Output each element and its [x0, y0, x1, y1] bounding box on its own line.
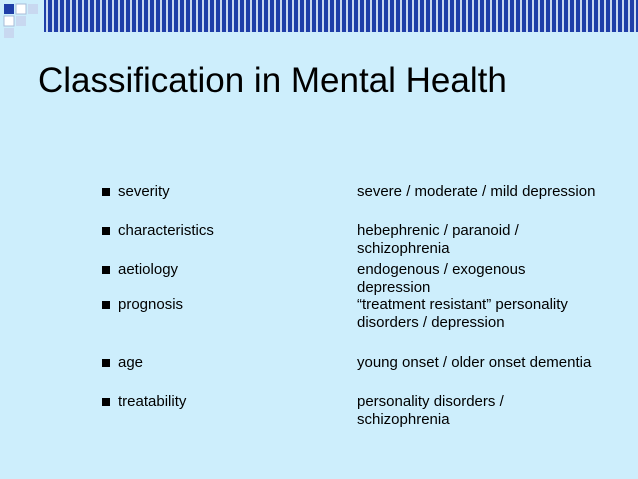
item-term: severity — [118, 183, 170, 200]
square-bullet-icon — [102, 301, 110, 309]
square-bullet-icon — [102, 359, 110, 367]
item-term: age — [118, 354, 144, 371]
item-example: hebephrenic / paranoid / schizophrenia — [357, 222, 519, 257]
top-decorative-band — [0, 0, 638, 36]
item-example: “treatment resistant” personality disorders / depression — [357, 296, 568, 331]
item-term: prognosis — [118, 296, 184, 313]
item-example: young onset / older onset dementia — [357, 354, 592, 371]
item-term: treatability — [118, 393, 187, 410]
item-example: personality disorders / schizophrenia — [357, 393, 504, 428]
square-bullet-icon — [102, 398, 110, 406]
item-example: endogenous / exogenous depression — [357, 261, 526, 296]
square-bullet-icon — [102, 266, 110, 274]
item-example: severe / moderate / mild depression — [357, 183, 596, 200]
item-term: characteristics — [118, 222, 214, 239]
square-bullet-icon — [102, 227, 110, 235]
checkered-square-decoration — [0, 0, 40, 40]
item-term: aetiology — [118, 261, 179, 278]
square-bullet-icon — [102, 188, 110, 196]
slide-title: Classification in Mental Health — [38, 61, 507, 100]
